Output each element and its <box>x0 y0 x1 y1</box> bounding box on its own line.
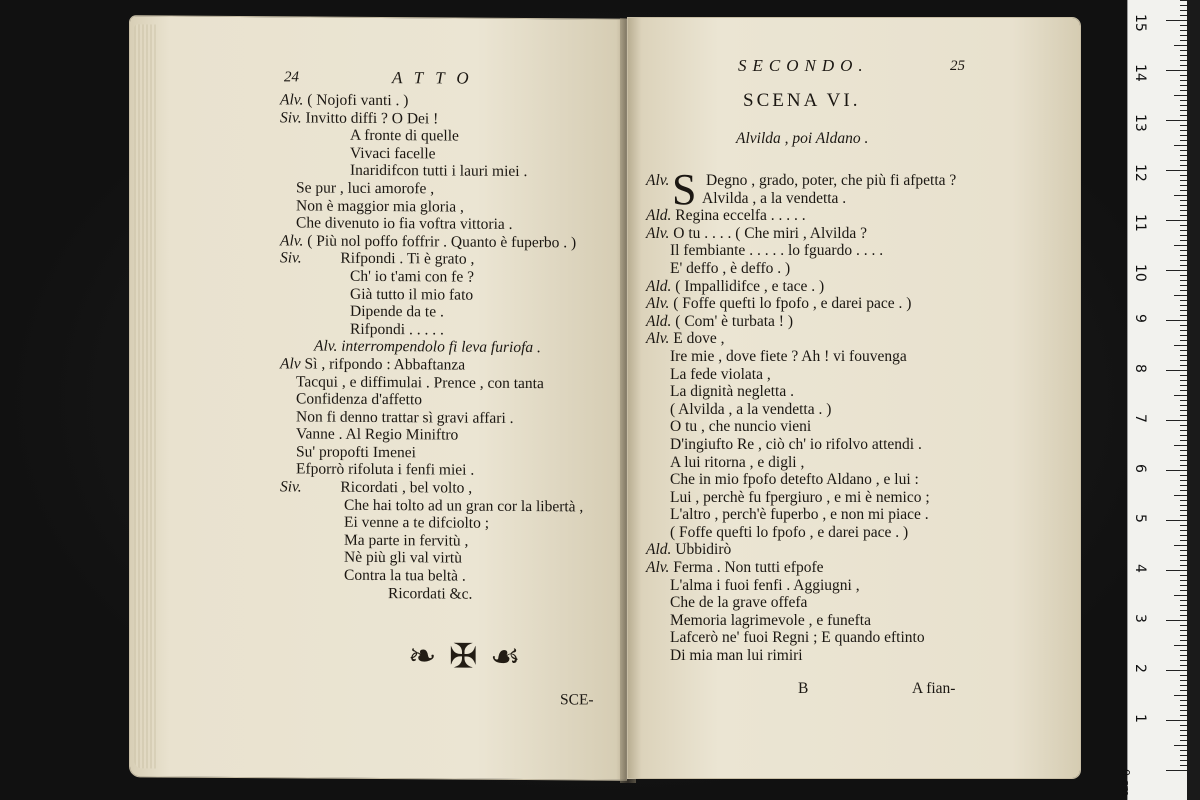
text-line <box>280 514 583 534</box>
text-line <box>280 144 583 164</box>
verse-text: Ma parte in fervitù , <box>344 531 469 550</box>
verse-text: ( Nojofi vanti . ) <box>303 91 409 110</box>
ruler-tick <box>1174 145 1188 146</box>
ruler-tick <box>1174 95 1188 96</box>
text-line <box>280 355 583 375</box>
ruler-tick <box>1174 695 1188 696</box>
text-line <box>646 313 956 331</box>
ruler-tick <box>1166 320 1188 321</box>
verse-text: Inaridifcon tutti i lauri miei . <box>350 162 528 181</box>
text-line <box>280 373 583 393</box>
measurement-ruler <box>1119 0 1188 800</box>
verse-text: Ei venne a te difciolto ; <box>344 514 490 533</box>
text-line <box>646 225 956 243</box>
speaker-name: Alv. <box>646 172 670 189</box>
speaker-name: Alv. <box>280 232 304 250</box>
ruler-unit-label: 0 cm <box>1119 769 1132 797</box>
verse-text: Ch' io t'ami con fe ? <box>350 267 474 286</box>
ruler-number: 3 <box>1132 614 1148 623</box>
text-line <box>280 267 583 287</box>
right-page-number: 25 <box>950 58 965 74</box>
verse-text: Se pur , luci amorofe , <box>296 179 435 198</box>
ruler-tick <box>1174 245 1188 246</box>
text-line <box>280 478 583 498</box>
verse-text: ( Foffe quefti lo fpofo , e darei pace . ) <box>669 295 912 313</box>
text-line <box>646 594 956 612</box>
stage-direction: Alvilda , poi Aldano . <box>736 130 869 147</box>
verse-text: ( Impallidifce , e tace . ) <box>671 277 825 295</box>
text-line <box>646 330 956 348</box>
verse-text: O tu , che nuncio vieni <box>670 418 812 436</box>
speaker-name: Alv. <box>646 330 670 348</box>
ruler-tick <box>1174 645 1188 646</box>
verse-text: A lui ritorna , e digli , <box>670 453 805 471</box>
verse-text: Lafcerò ne' fuoi Regni ; E quando eftinto <box>670 629 925 647</box>
ruler-tick <box>1166 370 1188 371</box>
text-line <box>646 524 956 542</box>
ruler-tick <box>1174 295 1188 296</box>
text-line <box>280 338 583 358</box>
verse-text: ( Com' è turbata ! ) <box>671 312 793 330</box>
verse-text: Ubbidirò <box>671 541 732 559</box>
verse-text: Vivaci facelle <box>350 144 436 163</box>
right-page <box>628 18 1080 778</box>
speaker-name: Siv. <box>280 108 302 127</box>
signature-mark: B <box>798 680 809 697</box>
ruler-tick <box>1166 570 1188 571</box>
ruler-tick <box>1166 420 1188 421</box>
text-line <box>646 260 956 278</box>
text-line <box>280 461 583 481</box>
right-running-head: SECONDO. <box>738 56 869 75</box>
speaker-name: Ald. <box>646 207 672 225</box>
verse-text: Ricordati , bel volto , <box>301 478 473 497</box>
ruler-tick <box>1166 270 1188 271</box>
left-page <box>130 16 626 779</box>
text-line <box>280 408 583 428</box>
verse-text: Ricordati &c. <box>388 584 473 603</box>
text-line <box>280 179 583 199</box>
verse-text: Il fembiante . . . . . lo fguardo . . . . <box>670 242 884 260</box>
verse-text: Contra la tua beltà . <box>344 566 466 585</box>
text-line <box>280 390 583 410</box>
speaker-name: Ald. <box>646 541 672 559</box>
text-line <box>646 454 956 472</box>
open-book <box>130 18 1085 783</box>
text-line <box>280 232 583 252</box>
speaker-name: Alv. <box>646 224 670 242</box>
ruler-tick <box>1166 770 1188 771</box>
verse-text: Dipende da te . <box>350 302 444 321</box>
ruler-number: 14 <box>1132 64 1148 82</box>
text-line <box>280 320 583 340</box>
text-line <box>646 295 956 313</box>
text-line <box>280 566 583 586</box>
left-catchword: SCE- <box>560 691 594 709</box>
verse-text: Non è maggior mia gloria , <box>296 196 464 216</box>
text-line <box>280 197 583 217</box>
text-line <box>280 496 583 516</box>
ruler-tick <box>1174 45 1188 46</box>
verse-text: La fede violata , <box>670 365 771 383</box>
text-line <box>646 172 956 190</box>
text-line <box>280 443 583 463</box>
verse-text: Confidenza d'affetto <box>296 390 423 409</box>
text-line <box>646 559 956 577</box>
verse-text: ( Foffe quefti lo fpofo , e darei pace . ) <box>670 523 909 541</box>
verse-text: Rifpondi . . . . . <box>350 320 444 339</box>
left-page-text <box>280 91 583 603</box>
verse-text: Che de la grave offefa <box>670 594 808 612</box>
ruler-tick <box>1174 495 1188 496</box>
verse-text: La dignità negletta . <box>670 383 794 401</box>
verse-text: Ire mie , dove fiete ? Ah ! vi fouvenga <box>670 347 907 365</box>
ruler-number: 4 <box>1132 564 1148 573</box>
verse-text: D'ingiufto Re , ciò ch' io rifolvo attendi . <box>670 435 922 453</box>
ruler-number: 13 <box>1132 114 1148 132</box>
text-line <box>646 242 956 260</box>
ruler-tick <box>1166 470 1188 471</box>
verse-text: Regina eccelfa . . . . . <box>671 207 806 225</box>
text-line <box>280 285 583 305</box>
ruler-number: 10 <box>1132 264 1148 282</box>
ruler-tick <box>1166 620 1188 621</box>
ruler-number: 6 <box>1132 464 1148 473</box>
verse-text: Lui , perchè fu fpergiuro , e mi è nemico ; <box>670 488 930 506</box>
text-line <box>280 426 583 446</box>
verse-text: Invitto diffi ? O Dei ! <box>301 109 439 128</box>
ruler-tick <box>1174 395 1188 396</box>
text-line <box>646 366 956 384</box>
text-line <box>280 109 583 129</box>
ruler-edge <box>1187 0 1200 800</box>
verse-text: Alv. interrompendolo fi leva furiofa . <box>314 337 541 357</box>
ruler-tick <box>1174 445 1188 446</box>
text-line <box>646 190 956 208</box>
text-line <box>646 647 956 665</box>
verse-text: Già tutto il mio fato <box>350 285 474 304</box>
text-line <box>646 506 956 524</box>
verse-text: O tu . . . . ( Che miri , Alvilda ? <box>669 224 867 242</box>
verse-text: Nè più gli val virtù <box>344 549 462 568</box>
ruler-tick <box>1174 745 1188 746</box>
verse-text: Tacqui , e diffimulai . Prence , con tanta <box>296 372 544 392</box>
ruler-tick <box>1174 545 1188 546</box>
text-line <box>280 531 583 551</box>
ruler-tick <box>1166 20 1188 21</box>
printer-ornament: ❧ ✠ ☙ <box>408 638 523 677</box>
verse-text: E dove , <box>669 330 725 348</box>
ruler-number: 2 <box>1132 664 1148 673</box>
drop-cap: S <box>672 165 697 214</box>
text-line <box>646 489 956 507</box>
ruler-tick <box>1166 170 1188 171</box>
verse-text: Su' propofti Imenei <box>296 443 416 462</box>
text-line <box>646 471 956 489</box>
verse-text: Che divenuto io fia voftra vittoria . <box>296 214 513 234</box>
text-line <box>646 278 956 296</box>
verse-text: Efporrò rifoluta i fenfi miei . <box>296 460 475 480</box>
text-line <box>646 383 956 401</box>
verse-text: ( Più nol poffo foffrir . Quanto è fuperbo . ) <box>303 232 577 252</box>
text-line <box>646 401 956 419</box>
ruler-tick <box>1174 595 1188 596</box>
speaker-name: Alv. <box>646 295 670 313</box>
ruler-tick <box>1174 345 1188 346</box>
ruler-tick <box>1166 720 1188 721</box>
text-line <box>280 549 583 569</box>
ruler-number: 5 <box>1132 514 1148 523</box>
text-line <box>646 348 956 366</box>
ruler-number: 1 <box>1132 714 1148 723</box>
text-line <box>646 207 956 225</box>
verse-text: L'altro , perch'è fuperbo , e non mi piace . <box>670 506 929 524</box>
ruler-tick <box>1166 220 1188 221</box>
text-line <box>280 91 583 111</box>
verse-text: Alvilda , a la vendetta . <box>702 189 847 207</box>
text-line <box>646 612 956 630</box>
text-line <box>280 127 583 147</box>
ruler-number: 8 <box>1132 364 1148 373</box>
ruler-number: 11 <box>1132 214 1148 232</box>
speaker-name: Alv. <box>280 91 304 109</box>
verse-text: A fronte di quelle <box>350 126 459 145</box>
text-line <box>646 577 956 595</box>
verse-text: Memoria lagrimevole , e funefta <box>670 611 871 629</box>
text-line <box>646 541 956 559</box>
right-page-text <box>646 172 956 665</box>
speaker-name: Siv. <box>280 478 302 496</box>
verse-text: Che hai tolto ad un gran cor la libertà , <box>344 496 584 516</box>
ruler-tick <box>1166 120 1188 121</box>
right-catchword: A fian- <box>912 680 956 697</box>
verse-text: Che in mio fpofo detefto Aldano , e lui : <box>670 471 919 489</box>
verse-text: L'alma i fuoi fenfi . Aggiugni , <box>670 576 860 594</box>
ruler-tick <box>1174 195 1188 196</box>
ruler-tick <box>1166 670 1188 671</box>
scene-title: SCENA VI. <box>743 90 861 111</box>
ruler-number: 15 <box>1132 14 1148 32</box>
speaker-name: Ald. <box>646 312 672 330</box>
verse-text: Vanne . Al Regio Miniftro <box>296 425 459 444</box>
verse-text: Non fi denno trattar sì gravi affari . <box>296 408 514 427</box>
text-line <box>280 214 583 234</box>
text-line <box>280 584 583 604</box>
speaker-name: Alv. <box>646 559 670 577</box>
verse-text: Ferma . Non tutti efpofe <box>669 559 824 577</box>
left-running-head: ATTO <box>392 68 481 88</box>
ruler-number: 7 <box>1132 414 1148 423</box>
ruler-number: 12 <box>1132 164 1148 182</box>
verse-text: Sì , rifpondo : Abbaftanza <box>300 355 466 374</box>
text-line <box>280 162 583 182</box>
text-line <box>280 250 583 270</box>
verse-text: E' deffo , è deffo . ) <box>670 259 791 277</box>
text-line <box>646 629 956 647</box>
verse-text: Degno , grado, poter, che più fi afpetta ? <box>706 172 957 189</box>
text-line <box>646 436 956 454</box>
left-page-number: 24 <box>284 69 299 86</box>
verse-text: ( Alvilda , a la vendetta . ) <box>670 400 832 418</box>
speaker-name: Ald. <box>646 277 672 295</box>
text-line <box>646 418 956 436</box>
verse-text: Di mia man lui rimiri <box>670 647 803 665</box>
ruler-tick <box>1166 70 1188 71</box>
ruler-number: 9 <box>1132 314 1148 323</box>
speaker-name: Alv <box>280 355 301 373</box>
verse-text: Rifpondi . Ti è grato , <box>301 249 475 269</box>
ruler-tick <box>1166 520 1188 521</box>
text-line <box>280 302 583 322</box>
speaker-name: Siv. <box>280 249 302 267</box>
